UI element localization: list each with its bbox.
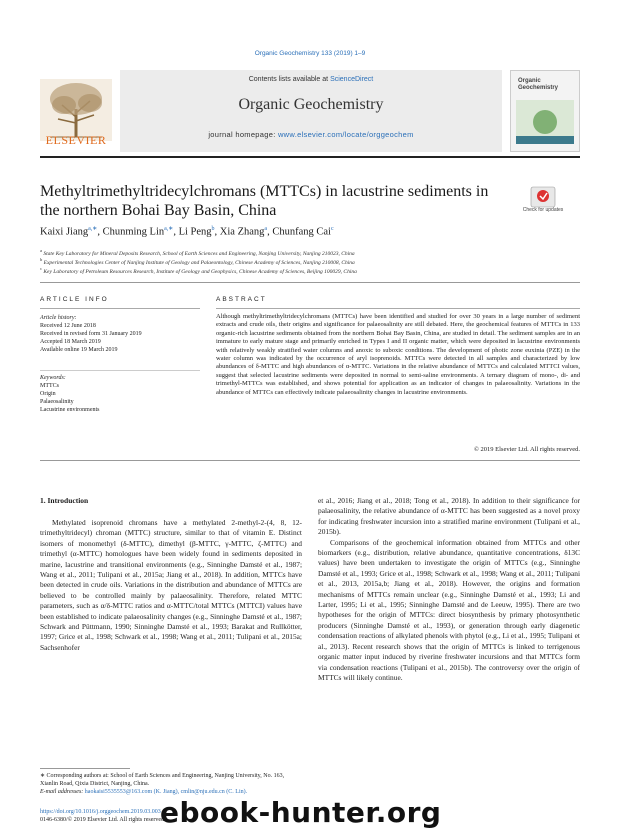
- author-affiliation-marker[interactable]: c: [330, 226, 334, 232]
- keyword-item: Palaeosalinity: [40, 399, 74, 405]
- introduction-heading: 1. Introduction: [40, 496, 89, 505]
- abstract-rule: [216, 308, 580, 309]
- author-separator: ,: [97, 226, 103, 238]
- author-name: Chunfang Cai: [272, 226, 331, 238]
- affiliation-key: a: [40, 248, 42, 253]
- history-item: Accepted 18 March 2019: [40, 339, 101, 345]
- affiliation-b: [40, 257, 580, 266]
- homepage-link[interactable]: www.elsevier.com/locate/orggeochem: [277, 130, 414, 139]
- author-affiliation-marker[interactable]: a,∗: [164, 226, 174, 232]
- header-rule: [40, 156, 580, 158]
- watermark-text: ebook-hunter.org: [160, 796, 442, 829]
- history-label: Article history:: [40, 315, 77, 321]
- footnote-rule: [40, 768, 130, 769]
- journal-title: Organic Geochemistry: [238, 96, 384, 113]
- affiliation-key: b: [40, 257, 43, 262]
- keywords: [40, 374, 200, 414]
- author-name: Chunming Lin: [102, 226, 165, 238]
- issn-line: 0146-6380/© 2019 Elsevier Ltd. All rights reserved.: [40, 817, 166, 823]
- email-addresses[interactable]: haokaisi5535553@163.com (K. Jiang), cmlin@nju.edu.cn (C. Lin).: [84, 789, 248, 795]
- abstract-copyright: © 2019 Elsevier Ltd. All rights reserved.: [473, 446, 580, 453]
- author-affiliation-marker[interactable]: a: [264, 226, 268, 232]
- history-item: Received 12 June 2018: [40, 323, 96, 329]
- journal-reference[interactable]: Organic Geochemistry 133 (2019) 1–9: [254, 50, 366, 57]
- author-affiliation-marker[interactable]: a,∗: [88, 226, 98, 232]
- keyword-item: Origin: [40, 391, 56, 397]
- affiliation-text: State Key Laboratory for Mineral Deposits Research, School of Earth Sciences and Engineering, Nanjing University, Nanjing 210023, China: [43, 250, 355, 257]
- introduction-right-column: [318, 496, 580, 683]
- introduction-left-column: Methylated isoprenoid chromans have a methylated 2-methyl-2-(4, 8, 12-trimethyltridecyl) chroman (MTTC) structure, similar to that of vitamin E. Distinct isomers of monomethyl (δ-MTTC), dimethyl (β-MTTC, γ-MTTC, ζ-MTTC) and trimethyl (α-MTTC) homologues have been widely found in sediments deposited in marine, lacustrine and transitional environments (e.g., Sinninghe Damsté et al., 1987; Wang et al., 2011; Tulipani et al., 2015a; Jiang et al., 2018). In addition, MTTCs have been detected in crude oils. Variations in the distribution and abundance of MTTCs are believed to be controlled mainly by palaeosalinity. Therefore, related MTTC parameters, such as α/δ-MTTC ratios and α-MTTC/total MTTCs (MTTCI) values have been established to indicate palaeosalinity changes (e.g., Sinninghe Damsté et al., 1987; Schwark and Püttmann, 1990; Sinninghe Damsté et al., 1993; Barakat and Rullkötter, 1997; Grice et al., 1998; Schwark et al., 1998; Wang et al., 2011; Tulipani et al., 2015a; Sachsenhofer: [40, 518, 302, 652]
- corresponding-footnote: [40, 772, 302, 796]
- journal-homepage: [120, 130, 502, 139]
- contents-line: [120, 76, 502, 83]
- cover-image-icon: [516, 100, 574, 144]
- affiliation-text: Experimental Technologies Center of Nanjing Institute of Geology and Palaeontology, Chinese Academy of Sciences, Nanjing 210008, China: [43, 259, 355, 266]
- article-info-heading: ARTICLE INFO: [40, 296, 109, 303]
- publisher-name: ELSEVIER: [45, 133, 107, 147]
- author-separator: ,: [173, 226, 179, 238]
- sciencedirect-link[interactable]: ScienceDirect: [330, 76, 374, 83]
- keyword-item: Lacustrine environments: [40, 407, 100, 413]
- email-label: E-mail addresses:: [40, 789, 85, 795]
- author-separator: ,: [267, 226, 273, 238]
- corresponding-text: ∗ Corresponding authors at: School of Earth Sciences and Engineering, Nanjing University, No. 163, Xianlin Road, Qixia District, Nanjing, China.: [40, 773, 285, 787]
- homepage-prefix: journal homepage:: [208, 130, 278, 139]
- affiliation-key: c: [40, 266, 42, 271]
- article-info-divider: [40, 370, 200, 371]
- check-for-updates-label[interactable]: Check for updates: [522, 207, 564, 213]
- intro-paragraph: et al., 2016; Jiang et al., 2018; Tong et al., 2018). In addition to their significance for palaeosalinity, the relative abundance of α-MTTC has been suggested as a novel proxy for indicating freshwater incursion into a stratified marine environment (Tulipani et al., 2015b).: [318, 496, 580, 537]
- author-affiliation-marker[interactable]: b: [211, 226, 215, 232]
- author-separator: ,: [214, 226, 220, 238]
- article-history: [40, 314, 200, 354]
- article-info-rule: [40, 308, 200, 309]
- cover-title: Organic Geochemistry: [518, 78, 559, 91]
- keywords-label: Keywords:: [40, 375, 66, 381]
- abstract-text: Although methyltrimethyltridecylchromans (MTTCs) have been identified and studied for over 30 years in a large number of sediment extracts and crude oils, their origins and significance for palaeosalinity are still debated. Here, the geochemical features of MTTCs in 133 organic-rich lacustrine sediments obtained from the northern Bohai Bay Basin, China, are studied in detail. The sediment samples are in an immature to early mature stage and primarily enriched in Types I and II organic matter, which were deposited in lacustrine environments with relatively weakly stratified water columns and anoxic to suboxic conditions. The development of photic zone euxinia (PZE) in the water column was indicated by the occurrence of aryl isoprenoids. MTTCs were detected in all samples and characterized by low abundances of δ-MTTC and high abundances of α-MTTC. Variations in the relative abundance of MTTCs and calculated MTTCI values, suggest that selected lacustrine sediments were deposited in normal to semi-saline environments. A ternary diagram of mono-, di- and trimethyl-MTTCs was established, and shows potential for application as an indicator of changes in palaeosalinity. Variations in the abundance of MTTCs can effectively indicate palaeosalinity changes in lacustrine environments.: [216, 313, 580, 396]
- intro-paragraph: Comparisons of the geochemical information obtained from MTTCs and other biomarkers (e.g., distribution, relative abundance, quantitative concentrations, δ13C values) have been undertaken to investigate the origin of MTTCs (e.g., Sinninghe Damsté et al., 1993; Grice et al., 1998; Schwark et al., 1998; Wang et al., 2011; Tulipani et al., 2013, 2015a,b; Jiang et al., 2018). However, the origins and formation mechanisms of MTTCs remain unclear (e.g., Sinninghe Damsté et al., 1993; Li and Larter, 1995; Li et al., 1995; Sinninghe Damsté and de Leeuw, 1995). There are two hypotheses for the origin of MTTCs: direct biosynthesis by primary photosynthetic producers (Sinninghe Damsté et al., 1993), or generation through early diagenetic condensation reactions of alkylated phenols with phytol (e.g., Li et al., 1995; Tulipani et al., 2013). Recent research shows that the origin of MTTCs is linked to terrigenous organic matter input induced by riverine freshwater incursions and that MTTCs form via condensation reactions (Tulipani et al., 2015b). The controversy over the origin of MTTCs will likely continue.: [318, 537, 580, 682]
- affiliation-rule: [40, 282, 580, 283]
- history-item: Available online 19 March 2019: [40, 347, 118, 353]
- affiliation-text: Key Laboratory of Petroleum Resources Research, Institute of Geology and Geophysics, Chinese Academy of Sciences, Beijing 100029, China: [43, 268, 357, 275]
- author-list: [40, 225, 334, 238]
- doi-link[interactable]: https://doi.org/10.1016/j.orggeochem.2019.03.003: [40, 809, 161, 815]
- author-name: Li Peng: [178, 226, 212, 238]
- affiliation-a: [40, 248, 580, 257]
- paper-title: Methyltrimethyltridecylchromans (MTTCs) in lacustrine sediments in the northern Bohai Bay Basin, China: [40, 183, 489, 219]
- body-rule: [40, 460, 580, 461]
- abstract-heading: ABSTRACT: [216, 296, 267, 303]
- author-name: Kaixi Jiang: [40, 226, 89, 238]
- history-item: Received in revised form 31 January 2019: [40, 331, 142, 337]
- keyword-item: MTTCs: [40, 383, 60, 389]
- affiliation-c: [40, 266, 580, 275]
- contents-prefix: Contents lists available at: [248, 76, 331, 83]
- author-name: Xia Zhang: [219, 226, 265, 238]
